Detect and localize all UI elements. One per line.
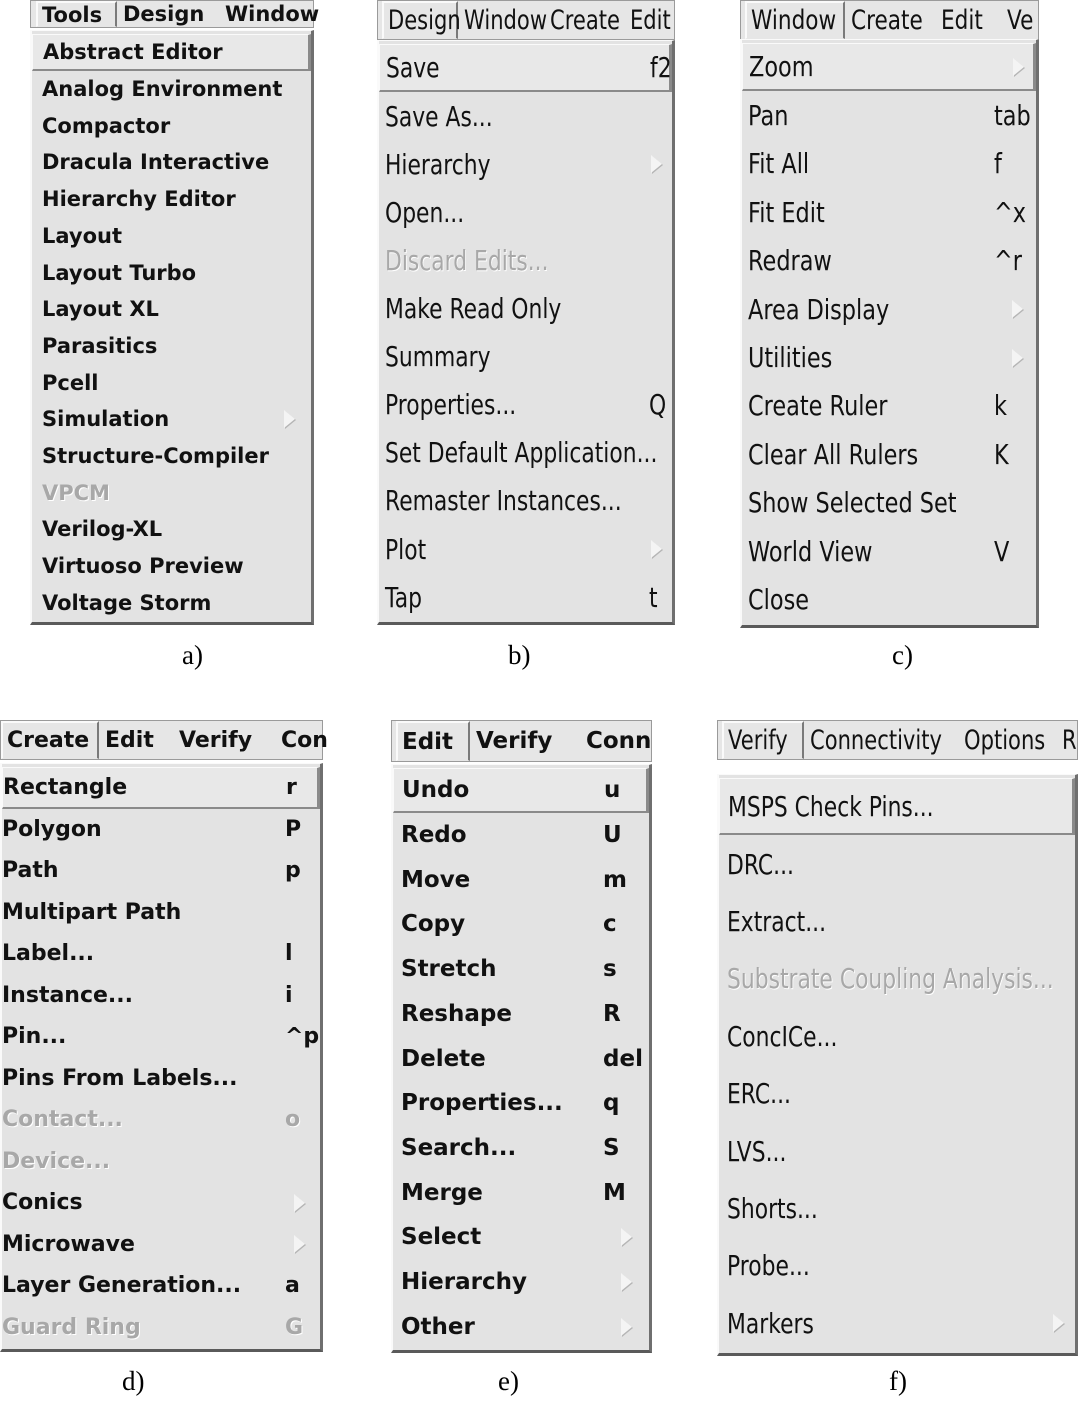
menu-item-label: Undo xyxy=(402,776,470,803)
menu-item-label: Make Read Only xyxy=(385,292,562,326)
menu-panel-b xyxy=(377,0,675,700)
menu-item-label: Show Selected Set xyxy=(748,486,957,520)
menu-item-drc[interactable] xyxy=(719,835,1075,892)
menu-item-shorts[interactable] xyxy=(719,1180,1075,1237)
menu-item-label: Dracula Interactive xyxy=(42,150,270,175)
menu-item-shortcut: k xyxy=(994,389,1007,423)
menu-item-label: Area Display xyxy=(748,292,890,326)
menu-item-label: Markers xyxy=(727,1306,814,1340)
menubar-item-label: Edit xyxy=(941,4,983,36)
menu-panel-c xyxy=(740,0,1039,700)
menubar-item-label: Design xyxy=(123,2,205,26)
panel-caption: b) xyxy=(508,640,531,670)
menu-item-label: Structure-Compiler xyxy=(42,444,269,469)
menu-item-shortcut: ^x xyxy=(994,195,1027,229)
menubar-item-design[interactable] xyxy=(119,1,208,27)
menu-item-shortcut: S xyxy=(603,1134,620,1161)
menu-item-shortcut: c xyxy=(603,911,617,938)
menu-item-label: Pcell xyxy=(42,370,99,395)
menu-item-label: Move xyxy=(401,866,471,893)
panel-caption: e) xyxy=(498,1366,519,1396)
menu-item-label: Save xyxy=(386,51,440,85)
menu-item-make-read-only[interactable] xyxy=(379,285,672,333)
dropdown-menu xyxy=(30,30,314,625)
menu-item-label: Label... xyxy=(2,941,95,967)
menu-item-other[interactable] xyxy=(393,1304,649,1349)
menu-item-shortcut: K xyxy=(994,437,1009,471)
menu-item-save-as[interactable] xyxy=(379,92,672,140)
menu-item-microwave[interactable] xyxy=(2,1224,320,1266)
menubar-item-r[interactable] xyxy=(1058,721,1085,759)
menubar-item-label: Verify xyxy=(476,728,553,754)
menu-item-label: Summary xyxy=(385,340,491,374)
menubar-item-label: R xyxy=(1062,724,1077,756)
menu-item-world-view[interactable] xyxy=(742,527,1036,575)
menu-item-save[interactable] xyxy=(379,44,672,92)
menu-item-shortcut: q xyxy=(603,1090,620,1117)
menu-item-rectangle[interactable] xyxy=(2,767,320,809)
menu-item-label: Virtuoso Preview xyxy=(42,554,244,579)
menu-item-label: Fit Edit xyxy=(748,195,825,229)
menu-item-shortcut: tab xyxy=(994,99,1031,133)
menu-item-pcell[interactable] xyxy=(32,364,311,401)
menu-item-shortcut: r xyxy=(286,774,297,800)
menu-item-label: Merge xyxy=(401,1179,483,1206)
submenu-arrow-icon xyxy=(294,1194,305,1212)
menu-item-label: Reshape xyxy=(401,1000,512,1027)
menu-item-reshape[interactable] xyxy=(393,992,649,1037)
menu-item-label: Other xyxy=(401,1313,475,1340)
menu-item-discard-edits xyxy=(379,236,672,284)
menubar-item-create[interactable] xyxy=(1,721,99,759)
panel-caption: f) xyxy=(889,1366,907,1396)
menu-item-polygon[interactable] xyxy=(2,809,320,851)
menubar-item-label: Tools xyxy=(42,2,103,27)
menu-item-label: Conics xyxy=(2,1190,83,1216)
menu-item-label: Pins From Labels... xyxy=(2,1065,238,1091)
menubar-item-edit[interactable] xyxy=(101,721,158,759)
dropdown-menu xyxy=(377,40,675,625)
menu-item-label: Clear All Rulers xyxy=(748,437,919,471)
menu-item-shortcut: P xyxy=(285,816,302,842)
menu-item-label: VPCM xyxy=(42,480,110,505)
menu-item-instance[interactable] xyxy=(2,975,320,1017)
menubar xyxy=(391,720,652,762)
menu-item-label: Polygon xyxy=(2,816,102,842)
menu-item-copy[interactable] xyxy=(393,902,649,947)
menu-item-tap[interactable] xyxy=(379,573,672,621)
menu-item-label: Zoom xyxy=(749,50,814,84)
menu-item-label: Hierarchy xyxy=(401,1269,527,1296)
menu-panel-e xyxy=(391,720,652,1420)
menu-item-label: Utilities xyxy=(748,341,833,375)
menu-item-extract[interactable] xyxy=(719,893,1075,950)
menu-item-hierarchy[interactable] xyxy=(379,140,672,188)
submenu-arrow-icon xyxy=(1053,1314,1064,1332)
menu-item-lvs[interactable] xyxy=(719,1122,1075,1179)
menu-item-shortcut: o xyxy=(285,1107,301,1133)
menu-item-virtuoso-preview[interactable] xyxy=(32,548,311,585)
menu-panel-d xyxy=(0,720,328,1420)
menu-item-label: Parasitics xyxy=(42,333,158,358)
menubar-item-edit[interactable] xyxy=(937,1,997,39)
menu-item-label: Search... xyxy=(401,1134,517,1161)
menu-item-label: Device... xyxy=(2,1148,111,1174)
menubar-item-verify[interactable] xyxy=(175,721,256,759)
menu-item-path[interactable] xyxy=(2,850,320,892)
menubar-item-label: Ve xyxy=(1007,4,1034,36)
menubar-item-label: Edit xyxy=(630,4,671,36)
menu-item-shortcut: f2 xyxy=(650,51,672,85)
menu-item-fit-all[interactable] xyxy=(742,140,1036,188)
menu-item-label: Voltage Storm xyxy=(42,590,212,615)
menubar-item-create[interactable] xyxy=(847,1,945,39)
menu-item-abstract-editor[interactable] xyxy=(32,34,311,71)
menu-item-shortcut: Q xyxy=(649,388,667,422)
menu-item-analog-environment[interactable] xyxy=(32,71,311,108)
menu-item-vpcm xyxy=(32,474,311,511)
menu-item-compactor[interactable] xyxy=(32,107,311,144)
menu-item-properties[interactable] xyxy=(393,1081,649,1126)
submenu-arrow-icon xyxy=(1012,300,1023,318)
menu-item-label: Compactor xyxy=(42,113,171,138)
menu-item-summary[interactable] xyxy=(379,333,672,381)
menu-item-merge[interactable] xyxy=(393,1170,649,1215)
menubar-item-label: Edit xyxy=(105,727,154,753)
menu-item-contact xyxy=(2,1099,320,1141)
menubar-item-tools[interactable] xyxy=(36,1,117,27)
menu-item-move[interactable] xyxy=(393,857,649,902)
menu-item-label: Microwave xyxy=(2,1231,135,1257)
menu-item-label: Shorts... xyxy=(727,1191,818,1225)
menu-item-label: DRC... xyxy=(727,847,794,881)
menu-item-label: Layout xyxy=(42,223,123,248)
menubar-item-window[interactable] xyxy=(221,1,323,27)
menu-item-shortcut: m xyxy=(603,866,627,893)
menu-item-dracula-interactive[interactable] xyxy=(32,144,311,181)
menu-item-label: Verilog-XL xyxy=(42,517,163,542)
menu-item-label: Fit All xyxy=(748,147,810,181)
menu-item-label: Hierarchy xyxy=(385,147,491,181)
menubar-item-verify[interactable] xyxy=(472,721,556,761)
menu-item-label: Path xyxy=(2,858,59,884)
menu-item-shortcut: a xyxy=(285,1273,300,1299)
menu-item-close[interactable] xyxy=(742,575,1036,623)
menubar-item-conn[interactable] xyxy=(582,721,655,761)
submenu-arrow-icon xyxy=(651,155,662,173)
menu-item-label: World View xyxy=(748,534,873,568)
menu-item-shortcut: s xyxy=(603,956,617,983)
menu-item-fit-edit[interactable] xyxy=(742,188,1036,236)
menu-item-shortcut: i xyxy=(285,982,293,1008)
menu-item-label: Remaster Instances... xyxy=(385,484,622,518)
menu-item-pin[interactable] xyxy=(2,1016,320,1058)
menubar xyxy=(740,0,1039,40)
panel-caption: c) xyxy=(892,640,913,670)
menu-item-label: Layout XL xyxy=(42,297,159,322)
menu-item-label: Probe... xyxy=(727,1249,810,1283)
menu-item-voltage-storm[interactable] xyxy=(32,585,311,622)
menu-item-zoom[interactable] xyxy=(742,43,1036,91)
menubar-item-con[interactable] xyxy=(277,721,332,759)
menu-panel-a xyxy=(30,0,320,700)
submenu-arrow-icon xyxy=(621,1273,632,1291)
menubar-item-edit[interactable] xyxy=(626,1,686,39)
menu-item-label: Simulation xyxy=(42,407,170,432)
menubar-item-label: Design xyxy=(388,5,461,36)
menu-item-shortcut: l xyxy=(285,941,293,967)
menu-item-label: Tap xyxy=(385,580,422,614)
dropdown-menu xyxy=(391,764,652,1353)
menubar xyxy=(717,720,1078,760)
menu-item-multipart-path[interactable] xyxy=(2,892,320,934)
menu-item-stretch[interactable] xyxy=(393,947,649,992)
menu-item-shortcut: u xyxy=(604,776,621,803)
menu-item-substrate-coupling-analysis xyxy=(719,950,1075,1007)
menu-item-label: Layer Generation... xyxy=(2,1273,242,1299)
menu-item-select[interactable] xyxy=(393,1215,649,1260)
menu-item-label: Layout Turbo xyxy=(42,260,197,285)
menu-item-simulation[interactable] xyxy=(32,401,311,438)
menu-item-hierarchy-editor[interactable] xyxy=(32,181,311,218)
menubar-item-edit[interactable] xyxy=(396,721,470,761)
menu-item-redraw[interactable] xyxy=(742,237,1036,285)
menu-item-erc[interactable] xyxy=(719,1065,1075,1122)
menubar-item-label: Window xyxy=(751,5,837,36)
menubar-item-connectivity[interactable] xyxy=(806,721,983,759)
menu-item-structure-compiler[interactable] xyxy=(32,438,311,475)
menu-item-label: Analog Environment xyxy=(42,77,283,102)
menubar-item-label: Connectivity xyxy=(810,724,942,756)
menu-item-layer-generation[interactable] xyxy=(2,1265,320,1307)
menubar-item-label: Options xyxy=(964,724,1046,756)
menu-item-shortcut: V xyxy=(994,534,1010,568)
menu-item-plot[interactable] xyxy=(379,525,672,573)
menu-item-label: Contact... xyxy=(2,1107,123,1133)
submenu-arrow-icon xyxy=(284,410,295,428)
menu-item-hierarchy[interactable] xyxy=(393,1260,649,1305)
menu-item-label: Copy xyxy=(401,911,466,938)
menu-item-layout-xl[interactable] xyxy=(32,291,311,328)
submenu-arrow-icon xyxy=(621,1228,632,1246)
menu-item-label: Abstract Editor xyxy=(43,39,223,64)
menu-item-msps-check-pins[interactable] xyxy=(719,778,1075,835)
menu-item-label: Properties... xyxy=(401,1090,563,1117)
menu-item-search[interactable] xyxy=(393,1126,649,1171)
dropdown-menu xyxy=(0,763,323,1352)
menu-item-label: Substrate Coupling Analysis... xyxy=(727,962,1054,996)
menu-item-label: LVS... xyxy=(727,1134,787,1168)
menubar-item-label: Window xyxy=(464,4,548,36)
menu-item-label: Select xyxy=(401,1224,482,1251)
menu-item-delete[interactable] xyxy=(393,1036,649,1081)
submenu-arrow-icon xyxy=(1013,58,1024,76)
submenu-arrow-icon xyxy=(651,540,662,558)
menubar-item-verify[interactable] xyxy=(722,721,804,759)
menubar-item-label: Con xyxy=(281,727,328,753)
menu-item-verilog-xl[interactable] xyxy=(32,511,311,548)
menu-item-shortcut: ^p xyxy=(285,1024,320,1050)
submenu-arrow-icon xyxy=(1012,349,1023,367)
menu-item-pan[interactable] xyxy=(742,91,1036,139)
menu-item-conics[interactable] xyxy=(2,1182,320,1224)
menubar xyxy=(0,720,328,760)
menu-item-label: Open... xyxy=(385,195,465,229)
menubar-item-design[interactable] xyxy=(382,1,461,39)
menu-item-label: Stretch xyxy=(401,956,497,983)
menubar-item-label: Create xyxy=(7,728,90,753)
menu-item-parasitics[interactable] xyxy=(32,328,311,365)
panel-caption: a) xyxy=(182,640,203,670)
menu-item-label: MSPS Check Pins... xyxy=(728,789,934,823)
menubar-item-label: Edit xyxy=(402,728,454,755)
menubar-item-label: Verify xyxy=(728,725,788,756)
menu-item-shortcut: U xyxy=(603,822,622,849)
menu-item-label: Properties... xyxy=(385,388,517,422)
menubar xyxy=(30,0,320,28)
menu-item-label: Instance... xyxy=(2,982,134,1008)
menu-item-label: Pan xyxy=(748,99,789,133)
menubar-item-label: Verify xyxy=(179,727,253,753)
menubar-item-ve[interactable] xyxy=(1003,1,1044,39)
submenu-arrow-icon xyxy=(621,1318,632,1336)
menu-item-shortcut: p xyxy=(285,858,301,884)
menu-item-label: Extract... xyxy=(727,904,827,938)
menubar xyxy=(377,0,675,40)
menu-item-label: Close xyxy=(748,583,810,617)
menu-item-set-default-application[interactable] xyxy=(379,429,672,477)
dropdown-menu xyxy=(740,39,1039,628)
menu-item-label: Save As... xyxy=(385,99,493,133)
menu-item-pins-from-labels[interactable] xyxy=(2,1058,320,1100)
menu-item-label: ERC... xyxy=(727,1077,791,1111)
menu-item-label: Multipart Path xyxy=(2,899,182,925)
menu-item-shortcut: G xyxy=(285,1314,304,1340)
menu-item-undo[interactable] xyxy=(393,768,649,813)
menu-item-properties[interactable] xyxy=(379,381,672,429)
submenu-arrow-icon xyxy=(294,1235,305,1253)
menu-item-label: Guard Ring xyxy=(2,1314,141,1340)
menu-item-label: Rectangle xyxy=(3,774,128,800)
menubar-item-label: Create xyxy=(851,4,923,36)
menu-item-label: Redraw xyxy=(748,244,832,278)
menu-item-label: Redo xyxy=(401,822,467,849)
menubar-item-label: Conn xyxy=(586,728,652,754)
dropdown-menu xyxy=(717,774,1078,1356)
menu-item-area-display[interactable] xyxy=(742,285,1036,333)
menubar-item-label: Window xyxy=(225,2,320,26)
menu-item-guard-ring xyxy=(2,1307,320,1349)
menu-item-shortcut: ^r xyxy=(994,244,1022,278)
menu-item-create-ruler[interactable] xyxy=(742,382,1036,430)
panel-caption: d) xyxy=(122,1366,145,1396)
menubar-item-options[interactable] xyxy=(960,721,1072,759)
menu-item-label: Pin... xyxy=(2,1024,67,1050)
menubar-item-window[interactable] xyxy=(745,1,845,39)
menu-item-label: Discard Edits... xyxy=(385,243,549,277)
menu-item-label: Set Default Application... xyxy=(385,436,658,470)
menu-item-shortcut: f xyxy=(994,147,1002,181)
menu-item-open[interactable] xyxy=(379,188,672,236)
menu-item-shortcut: R xyxy=(603,1000,621,1027)
menu-item-shortcut: del xyxy=(603,1045,643,1072)
menu-item-label: Create Ruler xyxy=(748,389,888,423)
menu-item-label: Delete xyxy=(401,1045,486,1072)
menu-item-label: Hierarchy Editor xyxy=(42,187,236,212)
menu-item-markers[interactable] xyxy=(719,1295,1075,1352)
menu-item-label: Plot xyxy=(385,532,427,566)
menu-item-clear-all-rulers[interactable] xyxy=(742,430,1036,478)
menu-item-show-selected-set[interactable] xyxy=(742,479,1036,527)
menu-item-utilities[interactable] xyxy=(742,333,1036,381)
menu-item-shortcut: M xyxy=(603,1179,626,1206)
menu-item-label[interactable] xyxy=(2,933,320,975)
menu-item-probe[interactable] xyxy=(719,1237,1075,1294)
menu-item-redo[interactable] xyxy=(393,813,649,858)
menu-panel-f xyxy=(717,720,1078,1420)
menubar-item-label: Create xyxy=(550,4,620,36)
menu-item-concice[interactable] xyxy=(719,1008,1075,1065)
menu-item-layout[interactable] xyxy=(32,218,311,255)
menu-item-remaster-instances[interactable] xyxy=(379,477,672,525)
menu-item-layout-turbo[interactable] xyxy=(32,254,311,291)
menu-item-shortcut: t xyxy=(649,580,658,614)
menu-item-device xyxy=(2,1141,320,1183)
menu-item-label: ConcICe... xyxy=(727,1019,838,1053)
